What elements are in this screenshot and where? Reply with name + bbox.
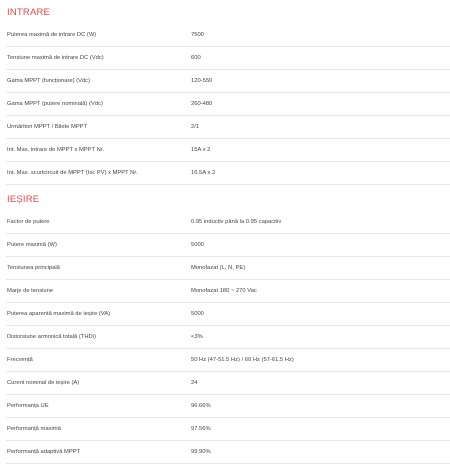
table-row [6, 441, 450, 464]
row-value: 96.66% [191, 403, 211, 409]
table-row [6, 326, 450, 349]
row-label: Gama MPPT (putere nominală) (Vdc) [7, 101, 103, 107]
row-label: Int. Max. intrare de MPPT x MPPT Nr. [7, 147, 105, 153]
table-row [6, 116, 450, 139]
table-row [6, 139, 450, 162]
row-label: Urmăritori MPPT / Bilete MPPT [7, 124, 88, 130]
row-value: 15A x 2 [191, 147, 211, 153]
table-row [6, 47, 450, 70]
table-row [6, 93, 450, 116]
table-row [6, 280, 450, 303]
table-row [6, 234, 450, 257]
row-label: Factor de putere [7, 219, 50, 225]
row-value: Monofazat (L, N, PE) [191, 265, 246, 271]
row-value: 16.5A x 2 [191, 170, 216, 176]
table-row [6, 24, 450, 47]
row-value: 260-480 [191, 101, 213, 107]
table-row [6, 395, 450, 418]
table-row [6, 349, 450, 372]
table-row [6, 372, 450, 395]
table-row [6, 257, 450, 280]
row-label: Distorsiune armonică totală (THDi) [7, 334, 96, 340]
row-label: Frecvență [7, 357, 33, 363]
table-row [6, 162, 450, 185]
row-value: Monofazat 180 ~ 270 Vac [191, 288, 257, 294]
row-value: 120-550 [191, 78, 213, 84]
row-label: Gama MPPT (funcționare) (Vdc) [7, 78, 91, 84]
row-label: Performanța UE [7, 403, 49, 409]
row-label: Performanță maximă [7, 426, 61, 432]
row-value: 5000 [191, 242, 204, 248]
table-row [6, 303, 450, 326]
row-value: 99.90% [191, 449, 211, 455]
table-row [6, 418, 450, 441]
row-label: Curent nominal de ieșire (A) [7, 380, 80, 386]
table-row [6, 70, 450, 93]
row-value: <3% [191, 334, 203, 340]
row-value: 7500 [191, 32, 204, 38]
table-row [6, 211, 450, 234]
row-label: Tensiunea principală [7, 265, 60, 271]
row-value: 50 Hz (47-51.5 Hz) / 60 Hz (57-61.5 Hz) [191, 357, 294, 363]
section-title-intrare: INTRARE [7, 7, 51, 18]
row-value: 2/1 [191, 124, 200, 130]
row-label: Puterea aparentă maximă de ieșire (VA) [7, 311, 110, 317]
row-label: Int. Max. scurtcircuit de MPPT (Isc PV) x MPPT Nr. [7, 170, 138, 176]
row-value: 0.95 inductiv până la 0.95 capacitiv [191, 219, 282, 225]
row-value: 24 [191, 380, 198, 386]
row-label: Performanță adaptivă MPPT [7, 449, 81, 455]
row-label: Putere maximă (W) [7, 242, 57, 248]
row-value: 97.56% [191, 426, 211, 432]
row-label: Marje de tensiune [7, 288, 54, 294]
row-label: Puterea maximă de intrare DC (W) [7, 32, 97, 38]
section-title-iesire: IEȘIRE [7, 194, 40, 205]
spec-table [6, 0, 450, 464]
row-label: Tensiune maximă de intrare DC (Vdc) [7, 55, 104, 61]
row-value: 600 [191, 55, 201, 61]
row-value: 5000 [191, 311, 204, 317]
